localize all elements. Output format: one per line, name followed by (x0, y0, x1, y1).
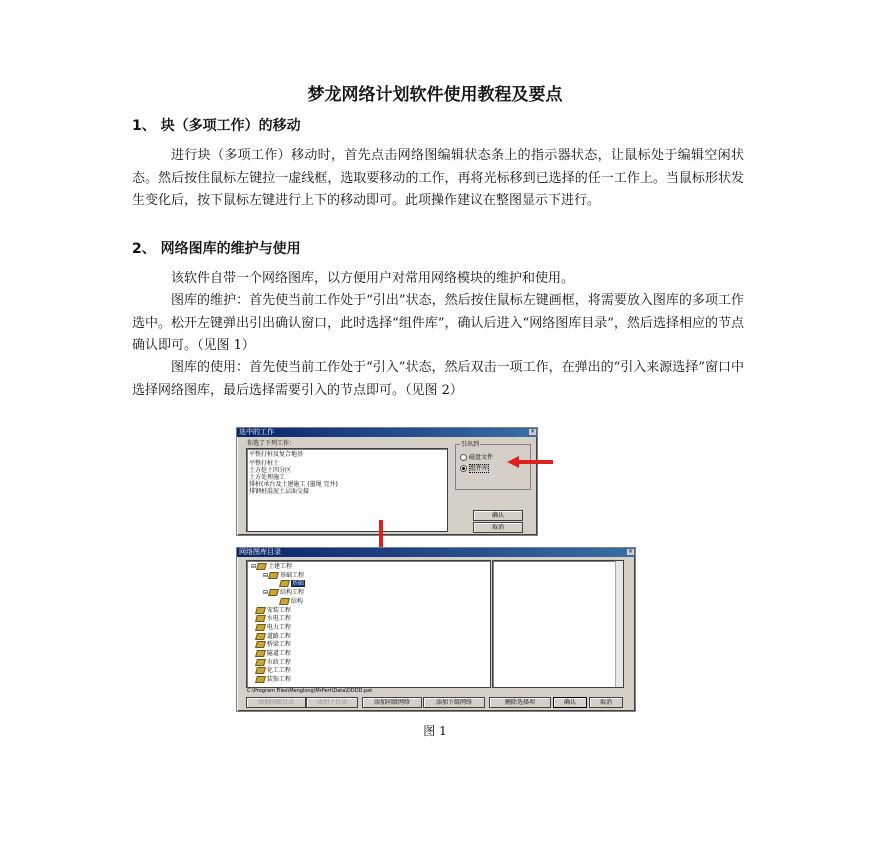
list-item: 平整打桩土 (249, 460, 280, 467)
folder-icon (268, 589, 279, 596)
folder-icon (256, 563, 267, 570)
tree-node[interactable] (251, 641, 291, 648)
list-item: 土方处理施工 (249, 474, 286, 481)
tree-node-label: 土建工程 (268, 563, 293, 570)
section-1-heading: 1、 块（多项工作）的移动 (132, 118, 301, 134)
folder-icon (255, 615, 266, 622)
tree-node[interactable] (251, 615, 291, 622)
radio-selected-icon (460, 465, 467, 472)
radio-component-library[interactable] (460, 465, 489, 472)
tree-node-label: 道路工程 (266, 632, 291, 640)
section-2-text-3: 图库的使用：首先使当前工作处于“引入”状态，然后双击一项工作，在弹出的“引入来源选择”窗口中选择网络图库，最后选择需要引入的节点即可。（见图 2） (132, 360, 744, 398)
list-item: 平整打桩及复合地基 (249, 451, 304, 458)
add-sibling-network-button[interactable]: 添加同级网络 (362, 697, 422, 708)
list-label: 你选了下列工作： (247, 440, 296, 447)
dialog1-title: 选中的工作 (239, 428, 274, 436)
folder-icon (255, 633, 266, 640)
delete-selection-button[interactable]: 删除选择项 (489, 697, 551, 708)
tree-node-label: 电力工程 (266, 623, 291, 631)
tree-node-label: 桥梁工程 (266, 641, 291, 649)
dialog2-titlebar (237, 548, 635, 557)
tree-node[interactable] (275, 598, 303, 605)
tree-node[interactable] (251, 607, 291, 614)
cancel-button[interactable]: 取消 (589, 697, 623, 708)
tree-node[interactable] (251, 667, 291, 674)
collapse-icon: ⊟ (263, 571, 269, 579)
add-sibling-folder-button[interactable]: 添加同级目录 (246, 697, 306, 708)
list-item: 排钢桩混泥土层面交接 (249, 488, 310, 495)
folder-icon (279, 580, 290, 587)
tree-node[interactable] (251, 650, 291, 657)
radio-disk-file[interactable] (460, 454, 493, 461)
radio-label: 组件库 (470, 465, 489, 472)
close-icon[interactable]: × (627, 548, 634, 555)
folder-icon (255, 676, 266, 683)
library-tree[interactable] (246, 560, 491, 688)
library-node-list[interactable] (492, 560, 624, 688)
tree-node[interactable] (251, 563, 292, 570)
add-subfolder-button[interactable]: 添加子目录 (306, 697, 358, 708)
section-2-text-2: 图库的维护：首先使当前工作处于“引出”状态，然后按住鼠标左键画框，将需要放入图库的多项工作选中。松开左键弹出引出确认窗口，此时选择“组件库”，确认后进入“网络图库目录”，然后选择相应的节点确认即可。（见图 1） (132, 293, 744, 353)
tree-node-label: 基础工程 (280, 571, 305, 579)
section-2-heading: 2、 网络图库的维护与使用 (132, 241, 301, 257)
radio-label: 磁盘文件 (469, 454, 494, 461)
list-item: 土方挖土四分区 (249, 467, 292, 474)
folder-icon (255, 607, 266, 614)
group-label: 引出到 (461, 441, 480, 448)
tree-node[interactable] (251, 659, 291, 666)
dialog1-titlebar (237, 428, 537, 437)
tree-node-label: 市政工程 (266, 658, 291, 666)
folder-icon (255, 650, 266, 657)
folder-icon (279, 598, 290, 605)
document-title: 梦龙网络计划软件使用教程及要点 (307, 85, 563, 105)
tree-node[interactable] (251, 676, 291, 683)
path-text: C:\Program Files\Menglong\MrPert\Data\DDDD.pat (247, 688, 373, 694)
folder-icon (268, 572, 279, 579)
ok-button[interactable]: 确认 (473, 510, 523, 521)
dialog2-title: 网络图库目录 (239, 548, 281, 556)
tree-node-label: 隧道工程 (266, 650, 291, 657)
tree-node[interactable] (263, 589, 304, 596)
tree-node-label: 装饰工程 (266, 676, 291, 684)
network-library-dialog (236, 547, 636, 712)
tree-node-label: 水电工程 (266, 615, 291, 623)
tree-node[interactable] (263, 572, 304, 579)
folder-icon (255, 667, 266, 674)
list-item: 排桩(承台及土建施工 (墨绳 完井) (249, 481, 338, 488)
scrollbar[interactable] (615, 561, 623, 687)
cancel-button[interactable]: 取消 (473, 522, 523, 533)
ok-button[interactable]: 确认 (553, 697, 587, 708)
section-2-text-1: 该软件自带一个网络图库，以方便用户对常用网络模块的维护和使用。 (171, 271, 575, 286)
tree-node[interactable] (251, 624, 291, 631)
figure-caption: 图 1 (423, 724, 447, 738)
tree-node[interactable] (251, 633, 291, 640)
tree-node-label: 结构 (290, 597, 303, 605)
tree-node-label: 结构工程 (280, 589, 305, 597)
section-2-paragraph-2 (132, 290, 744, 358)
red-arrow-left-icon (505, 455, 555, 469)
folder-icon (255, 624, 266, 631)
tree-node-label: 化工工程 (266, 667, 291, 675)
section-2-paragraph-3 (132, 357, 744, 402)
selected-work-list[interactable] (246, 448, 448, 532)
collapse-icon: ⊟ (251, 563, 257, 570)
tree-node[interactable] (275, 580, 305, 587)
section-1-paragraph (132, 145, 744, 213)
folder-icon (255, 659, 266, 666)
folder-icon (255, 641, 266, 648)
section-1-text: 进行块（多项工作）移动时，首先点击网络图编辑状态条上的指示器状态，让鼠标处于编辑空闲状态。然后按住鼠标左键拉一虚线框，选取要移动的工作，再将光标移到已选择的任一工作上。当鼠标形状发生变化后，按下鼠标左键进行上下的移动即可。此项操作建议在整图显示下进行。 (132, 148, 744, 208)
tree-node-label: 基础 (291, 580, 304, 588)
add-child-network-button[interactable]: 添加下级网络 (423, 697, 485, 708)
close-icon[interactable]: × (529, 428, 536, 435)
tree-node-label: 安装工程 (266, 606, 291, 614)
radio-icon (460, 454, 467, 461)
collapse-icon: ⊟ (263, 589, 269, 597)
section-2-paragraph-1 (132, 268, 744, 291)
